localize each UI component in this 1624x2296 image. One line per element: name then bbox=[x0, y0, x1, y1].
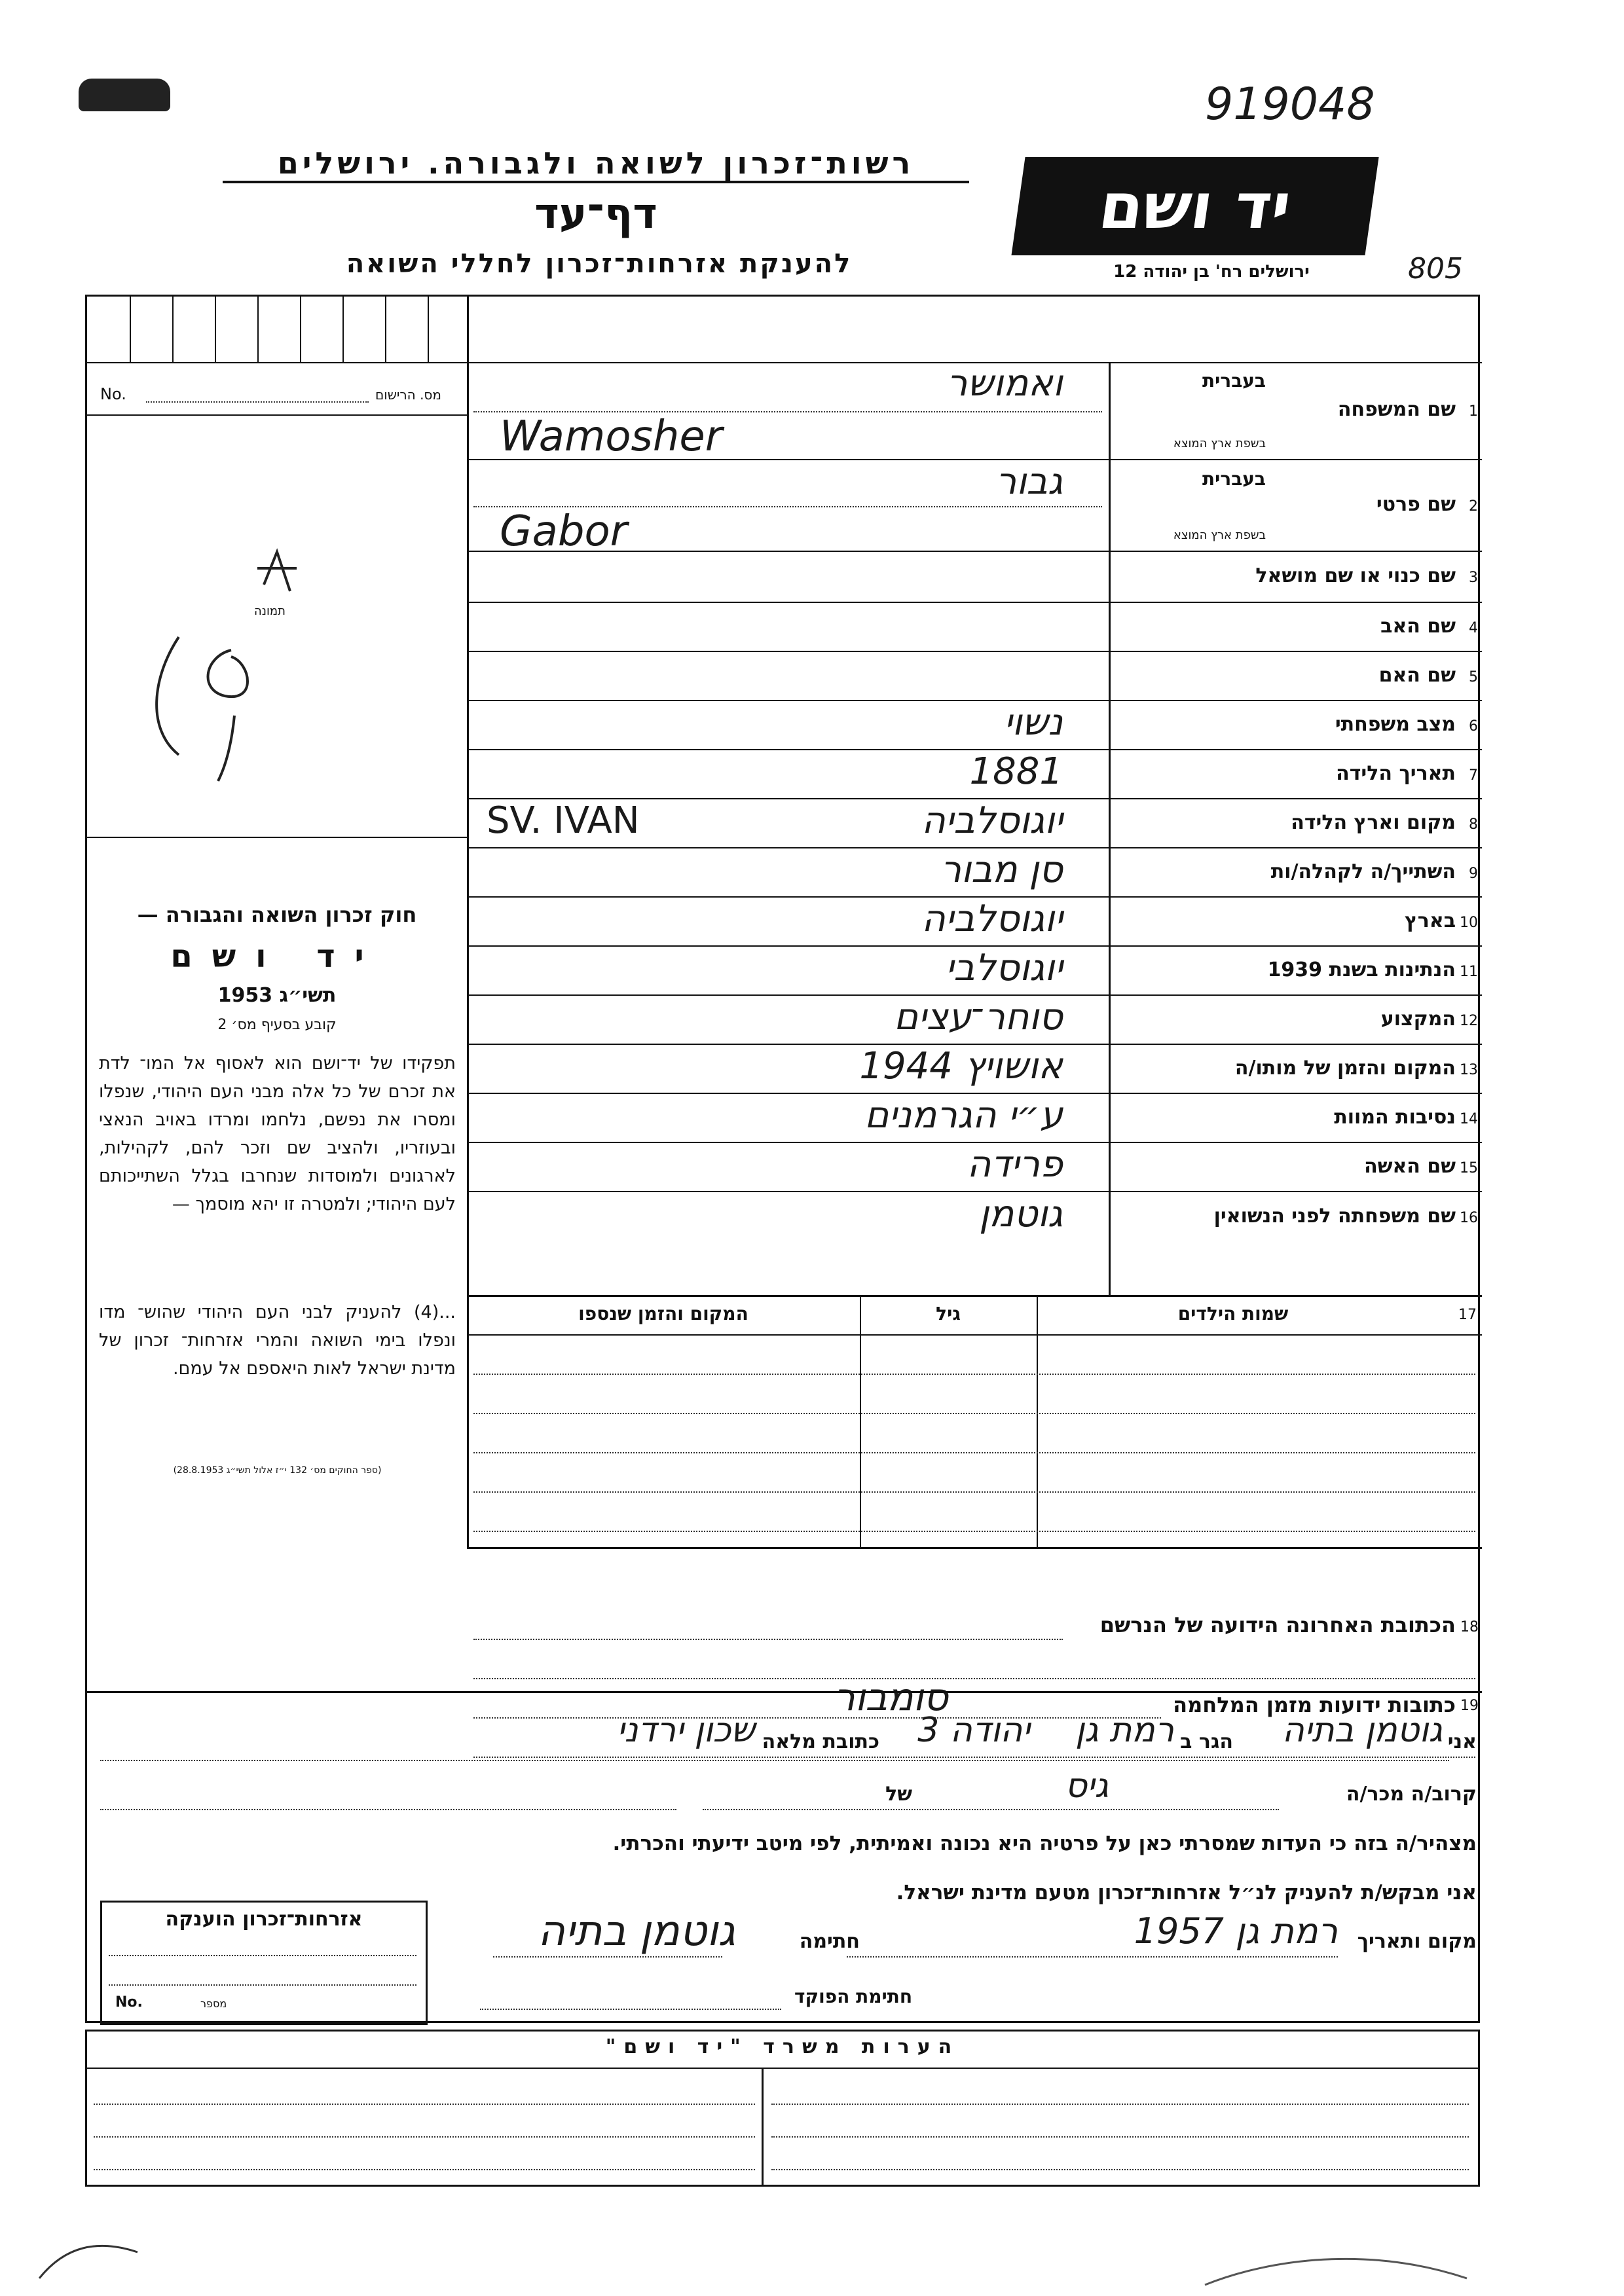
notes-section bbox=[85, 2030, 1480, 2187]
field-value-latin: Gabor bbox=[500, 507, 627, 556]
org-line: רשות־זכרון לשואה ולגבורה. ירושלים bbox=[223, 145, 969, 183]
field-label: שם כנוי או שם מושאל bbox=[1255, 564, 1456, 587]
field-label: הנתינות בשנת 1939 bbox=[1267, 958, 1456, 981]
field-label: בארץ bbox=[1404, 909, 1456, 932]
decl-relative: קרוב/ה מכר/ה bbox=[1346, 1783, 1477, 1806]
row19-value: סומבור bbox=[834, 1675, 948, 1719]
logo-address: ירושלים רח' בן יהודה 12 bbox=[1113, 262, 1310, 282]
children-age-header: גיל bbox=[936, 1303, 961, 1324]
field-value: אושויץ 1944 bbox=[859, 1044, 1063, 1087]
decl-street-value: יהודה 3 bbox=[917, 1711, 1030, 1750]
field-value: סוחר־עצים bbox=[894, 995, 1063, 1038]
field-value: סן מבור bbox=[940, 848, 1063, 891]
scan-smudge bbox=[79, 79, 170, 111]
field-row-2 bbox=[467, 460, 1482, 556]
decl-ani: אני bbox=[1447, 1730, 1477, 1753]
field-row-14 bbox=[467, 1094, 1482, 1143]
law-reference: (ספר החוקים מס׳ 132 י״ז אלול תשי״ג 28.8.1953) bbox=[173, 1465, 382, 1476]
field-value: ע״י הגרמנים bbox=[864, 1093, 1063, 1137]
children-place-header: המקום והזמן שנספו bbox=[578, 1303, 748, 1324]
field-number: 7 bbox=[1469, 767, 1478, 784]
form-frame bbox=[85, 295, 1480, 2023]
row18-label: הכתובת האחרונה הידועה של הנרשם bbox=[1099, 1613, 1456, 1637]
field-row-9 bbox=[467, 848, 1482, 898]
field-label: שם המשפחה bbox=[1337, 398, 1456, 421]
decl-of: של bbox=[885, 1783, 912, 1806]
field-value: פרידה bbox=[967, 1142, 1063, 1186]
decl-city-value: רמת גן bbox=[1075, 1711, 1174, 1750]
decl-address-value: שכון ירדני bbox=[616, 1711, 755, 1750]
field-row-7 bbox=[467, 750, 1482, 799]
field-sub-hebrew: בעברית bbox=[1202, 468, 1266, 490]
field-sub-origin: בשפת ארץ המוצא bbox=[1173, 437, 1266, 450]
field-value-latin: SV. IVAN bbox=[487, 799, 640, 842]
field-label: שם פרטי bbox=[1376, 493, 1456, 516]
decl-place-date-label: מקום ותאריך bbox=[1357, 1930, 1477, 1953]
decl-place-value: רמת גן 1957 bbox=[1134, 1910, 1338, 1952]
field-label: מצב משפחתי bbox=[1335, 712, 1456, 736]
scan-marks bbox=[26, 2219, 1598, 2291]
awarded-title: אזרחות־זכרון הוענקה bbox=[165, 1908, 363, 1931]
form-title: דף־עד bbox=[534, 190, 657, 238]
field-number: 4 bbox=[1469, 619, 1478, 636]
awarded-number-label: מספר bbox=[200, 1997, 227, 2010]
officer-signature-label: חתימת הפוקד bbox=[794, 1986, 913, 2007]
field-sub-hebrew: בעברית bbox=[1202, 370, 1266, 392]
field-number: 2 bbox=[1469, 498, 1478, 515]
field-label: השתייך/ה לקהלה/ות bbox=[1270, 860, 1456, 883]
field-row-11 bbox=[467, 947, 1482, 996]
children-names-header: שמות הילדים bbox=[1177, 1303, 1289, 1324]
field-label: שם האם bbox=[1378, 663, 1456, 687]
field-row-6 bbox=[467, 701, 1482, 750]
field-row-5 bbox=[467, 652, 1482, 701]
field-number: 15 bbox=[1460, 1159, 1478, 1176]
field-row-15 bbox=[467, 1143, 1482, 1192]
field-value: גבור bbox=[995, 460, 1063, 503]
decl-signature-value: גוטמן בתיה bbox=[538, 1907, 735, 1956]
field-label: המקום והזמן של מותו/ה bbox=[1234, 1056, 1456, 1080]
row19-label: כתובות ידועות מזמן המלחמה bbox=[1173, 1692, 1456, 1717]
field-number: 6 bbox=[1469, 718, 1478, 735]
law-clause: קובע בסעיף מס׳ 2 bbox=[217, 1017, 337, 1033]
doc-number: 919048 bbox=[1205, 79, 1375, 130]
decl-statement-2: אני מבקש/ת להעניק לנ״ל אזרחות־זכרון מטעם מדינת ישראל. bbox=[896, 1881, 1477, 1904]
field-number: 16 bbox=[1460, 1210, 1478, 1226]
field-label: נסיבות המוות bbox=[1334, 1105, 1456, 1129]
field-value: יוגוסלביה bbox=[921, 897, 1063, 940]
field-value: נשוי bbox=[1004, 701, 1063, 744]
field-row-10 bbox=[467, 898, 1482, 947]
awarded-no: No. bbox=[115, 1994, 143, 2011]
yad-vashem-logo: יד ושם bbox=[1011, 157, 1378, 255]
field-row-16 bbox=[467, 1192, 1482, 1243]
field-row-3 bbox=[467, 552, 1482, 603]
field-label: שם האב bbox=[1380, 614, 1456, 638]
field-number: 14 bbox=[1460, 1110, 1478, 1127]
registration-number: No. bbox=[100, 385, 126, 403]
field-row-4 bbox=[467, 603, 1482, 652]
field-row-8 bbox=[467, 799, 1482, 848]
field-label: שם משפחתה לפני הנשואין bbox=[1213, 1205, 1456, 1228]
field-number: 8 bbox=[1469, 816, 1478, 833]
field-value: 1881 bbox=[969, 750, 1063, 793]
field-number: 10 bbox=[1460, 914, 1478, 931]
field-number: 1 bbox=[1469, 403, 1478, 420]
photo-scribble bbox=[126, 545, 323, 807]
decl-signature-label: חתימה bbox=[799, 1930, 860, 1953]
field-sub-origin: בשפת ארץ המוצא bbox=[1173, 528, 1266, 542]
field-value: גוטמן bbox=[979, 1193, 1063, 1235]
law-text-1: תפקידו של יד־ושם הוא לאסוף אל המו־ לדת את זכרם של כל אלה מבני העם היהודי, שנפלו ומסרו את נפשם, נלחמו ומרדו באויב הנאצי ובעוזריו, ולהציב שם וזכר להם, לקהילות, לארגונים ולמוסדות שנחרבו בגלל השתייכותם לעם היהודי; ולמטרה זו יהא מוסמך — bbox=[99, 1053, 456, 1214]
corner-number: 805 bbox=[1408, 252, 1463, 285]
field-rows bbox=[467, 362, 1482, 1298]
photo-label: תמונה bbox=[254, 604, 286, 618]
field-number: 13 bbox=[1460, 1061, 1478, 1078]
law-name: יד ושם bbox=[170, 938, 384, 975]
field-value: יוגוסלבי bbox=[945, 946, 1063, 989]
field-number: 3 bbox=[1469, 570, 1478, 586]
decl-full-address: כתובת מלאה bbox=[762, 1730, 879, 1753]
field-number: 9 bbox=[1469, 865, 1478, 882]
field-number: 5 bbox=[1469, 668, 1478, 685]
field-value-latin: Wamosher bbox=[500, 412, 723, 461]
registration-number-label: מס. הרישום bbox=[375, 387, 441, 403]
field-label: שם האשה bbox=[1364, 1154, 1456, 1178]
field-number: 12 bbox=[1460, 1012, 1478, 1029]
field-value: יוגוסלביה bbox=[921, 799, 1063, 842]
form-subtitle: להענקת אזרחות־זכרון לחללי השואה bbox=[346, 249, 853, 279]
decl-statement-1: מצהיר/ה בזה כי העדות שמסרתי כאן על פרטיה היא נכונה ואמיתית, לפי מיטב ידיעתי והכרתי. bbox=[612, 1832, 1477, 1855]
law-text-2: ...(4) להעניק לבני העם היהודי שהוש־ מדו ונפלו בימי השואה והמרי אזרחות־ זכרון של מדינת ישראל לאות היאספם אל עמם. bbox=[99, 1302, 456, 1379]
field-value: ואמושר bbox=[946, 362, 1063, 405]
field-label: מקום וארץ הלידה bbox=[1291, 811, 1456, 834]
children-table bbox=[467, 1295, 1482, 1547]
field-label: המקצוע bbox=[1380, 1007, 1456, 1030]
row18-number: 18 bbox=[1460, 1619, 1479, 1635]
law-year: תשי״ג 1953 bbox=[217, 984, 337, 1007]
decl-lives-in: הגר ב bbox=[1180, 1730, 1233, 1753]
notes-title: הערות משרד "יד ושם" bbox=[605, 2035, 960, 2058]
field-label: תאריך הלידה bbox=[1336, 761, 1456, 785]
top-strip bbox=[87, 297, 467, 363]
field-row-12 bbox=[467, 996, 1482, 1045]
field-row-1 bbox=[467, 362, 1482, 460]
children-number: 17 bbox=[1458, 1307, 1477, 1323]
decl-name-value: גוטמן בתיה bbox=[1282, 1711, 1443, 1750]
law-title: חוק זכרון השואה והגבורה — bbox=[137, 902, 417, 927]
field-number: 11 bbox=[1460, 963, 1478, 980]
decl-relation-value: גיס bbox=[1065, 1766, 1109, 1806]
row19-number: 19 bbox=[1460, 1698, 1479, 1714]
field-row-13 bbox=[467, 1045, 1482, 1094]
awarded-box bbox=[100, 1901, 428, 2025]
